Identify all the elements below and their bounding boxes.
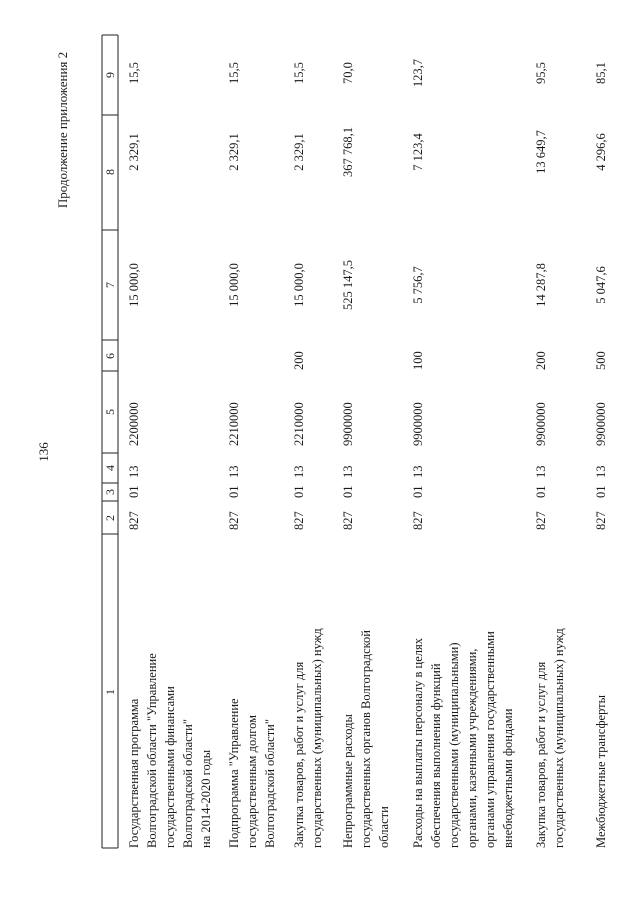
cell-c9: 15,5 [292,62,306,84]
cell-c8: 13 649,7 [534,130,548,174]
page-number: 136 [36,442,51,462]
cell-c7: 525 147,5 [341,260,355,310]
cell-c7: 14 287,8 [534,263,548,307]
cell-c9: 123,7 [411,58,425,88]
row-name-line: обеспечения выполнения функций [429,663,443,848]
cell-c9: 15,5 [227,62,241,84]
row-name-line: органами, казенными учреждениями, [465,648,479,848]
col-header-5: 5 [103,409,117,415]
cell-c2: 827 [127,511,141,530]
cell-c5: 2210000 [227,402,241,446]
row-name-line: Подпрограмма "Управление [227,698,241,848]
row-name-line: Государственная программа [127,698,141,848]
cell-c4: 13 [227,465,241,478]
row-name-line: государственных (муниципальных) нужд [310,628,324,848]
cell-c3: 01 [292,485,306,498]
continuation-title: Продолжение приложения 2 [55,51,70,209]
col-header-6: 6 [103,353,117,359]
table-row [227,62,277,848]
row-name-line: органами управления государственными [483,631,497,848]
cell-c5: 9900000 [411,402,425,446]
table-row [127,62,213,848]
row-name-line: Межбюджетные трансферты [594,694,608,848]
col-header-9: 9 [103,72,117,78]
column-headers [103,72,117,695]
cell-c7: 15 000,0 [127,263,141,307]
row-name-line: государственных органов Волгоградской [359,630,373,848]
cell-c5: 2210000 [292,402,306,446]
cell-c9: 95,5 [534,62,548,84]
row-name-line: Волгоградской области" [263,719,277,848]
cell-c2: 827 [411,511,425,530]
row-name-line: государственными финансами [163,686,177,848]
row-name-line: внебюджетными фондами [501,708,515,848]
cell-c7: 5 756,7 [411,266,425,304]
table-row [411,59,515,848]
cell-c8: 2 329,1 [127,133,141,171]
cell-c9: 70,0 [341,62,355,84]
row-name-line: государственных (муниципальных) нужд [552,628,566,848]
row-name-line: государственным долгом [245,714,259,848]
cell-c4: 13 [292,465,306,478]
cell-c4: 13 [534,465,548,478]
cell-c3: 01 [594,485,608,498]
cell-c7: 15 000,0 [227,263,241,307]
cell-c5: 9900000 [341,402,355,446]
cell-c2: 827 [534,511,548,530]
table-grid [102,35,118,848]
cell-c2: 827 [292,511,306,530]
row-name-line: Закупка товаров, работ и услуг для [534,661,548,848]
cell-c2: 827 [594,511,608,530]
cell-c8: 4 296,6 [594,133,608,171]
table-row [292,62,324,848]
cell-c6: 200 [292,351,306,370]
cell-c4: 13 [341,465,355,478]
cell-c8: 2 329,1 [227,133,241,171]
row-name-line: государственными (муниципальными) [447,642,461,848]
cell-c6: 200 [534,351,548,370]
cell-c5: 9900000 [594,402,608,446]
row-name-line: Волгоградской области "Управление [145,653,159,848]
row-name-line: Волгоградской области" [181,719,195,848]
cell-c6: 100 [411,351,425,370]
cell-c5: 9900000 [534,402,548,446]
cell-c9: 15,5 [127,62,141,84]
cell-c2: 827 [341,511,355,530]
cell-c3: 01 [411,485,425,498]
table-row [594,62,608,848]
cell-c2: 827 [227,511,241,530]
cell-c7: 5 047,6 [594,266,608,304]
cell-c3: 01 [534,485,548,498]
cell-c3: 01 [127,485,141,498]
row-name-line: Закупка товаров, работ и услуг для [292,661,306,848]
col-header-3: 3 [103,489,117,495]
cell-c9: 85,1 [594,62,608,84]
cell-c4: 13 [127,465,141,478]
col-header-4: 4 [103,465,117,471]
cell-c3: 01 [227,485,241,498]
table-row [341,62,391,848]
cell-c6: 500 [594,351,608,370]
cell-c5: 2200000 [127,402,141,446]
cell-c8: 367 768,1 [341,127,355,177]
row-name-line: на 2014-2020 годы [199,749,213,848]
col-header-7: 7 [103,282,117,288]
cell-c4: 13 [594,465,608,478]
cell-c8: 2 329,1 [292,133,306,171]
col-header-1: 1 [103,689,117,695]
row-name-line: Расходы на выплаты персоналу в целях [411,638,425,848]
cell-c7: 15 000,0 [292,263,306,307]
cell-c4: 13 [411,465,425,478]
cell-c8: 7 123,4 [411,133,425,171]
col-header-2: 2 [103,515,117,521]
cell-c3: 01 [341,485,355,498]
col-header-8: 8 [103,169,117,175]
table-row [534,62,566,848]
row-name-line: области [377,806,391,848]
row-name-line: Непрограммные расходы [341,714,355,848]
